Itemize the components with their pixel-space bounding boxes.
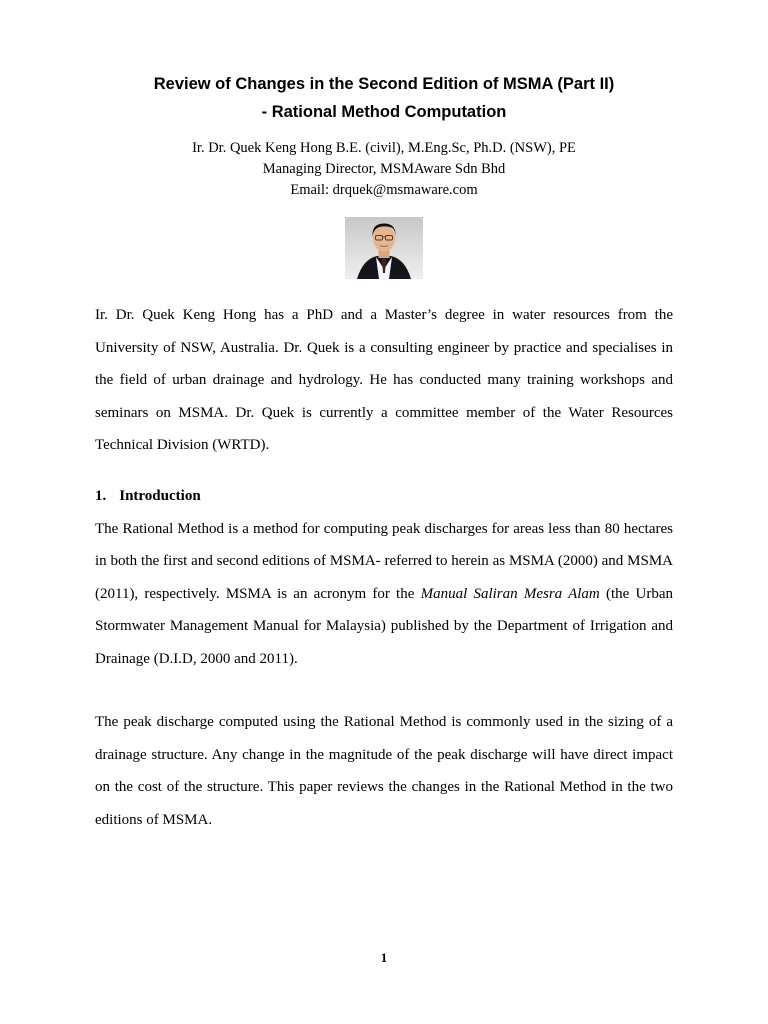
intro-paragraph-1: The Rational Method is a method for computing peak discharges for areas less than 80 hectares in both the first and second editions of MSMA- referred to herein as MSMA (2000) and MSMA (2011), respectively. MSMA is an acronym for the Manual Saliran Mesra Alam (the Urban Stormwater Management Manual for Malaysia) published by the Department of Irrigation and Drainage (D.I.D, 2000 and 2011). [95,520,673,667]
author-block [95,138,673,201]
section-label: Introduction [119,487,201,504]
paper-title-line1: Review of Changes in the Second Edition of MSMA (Part II) [153,75,615,93]
section-number: 1. [95,487,107,504]
paragraph-spacer [95,675,673,706]
section-heading-introduction [95,480,673,512]
paper-title-line2: - Rational Method Computation [261,103,507,121]
author-photo-container [95,217,673,279]
page-number: 1 [380,950,388,965]
author-portrait-photo [345,217,423,279]
portrait-illustration [345,217,423,279]
author-email: Email: drquek@msmaware.com [290,182,478,198]
author-bio-paragraph: Ir. Dr. Quek Keng Hong has a PhD and a Master’s degree in water resources from the University of NSW, Australia. Dr. Quek is a consulting engineer by practice and specialises in the field of urban drainage and hydrology. He has conducted many training workshops and seminars on MSMA. Dr. Quek is currently a committee member of the Water Resources Technical Division (WRTD). [95,307,673,453]
author-name-credentials: Ir. Dr. Quek Keng Hong B.E. (civil), M.Eng.Sc, Ph.D. (NSW), PE [192,140,576,156]
document-content [95,70,673,836]
author-affiliation: Managing Director, MSMAware Sdn Bhd [262,161,506,177]
intro-paragraph-2: The peak discharge computed using the Rational Method is commonly used in the sizing of a drainage structure. Any change in the magnitude of the peak discharge will have direct impact on the cost of the structure. This paper reviews the changes in the Rational Method in the two editions of MSMA. [95,714,673,828]
paper-title [95,70,673,126]
